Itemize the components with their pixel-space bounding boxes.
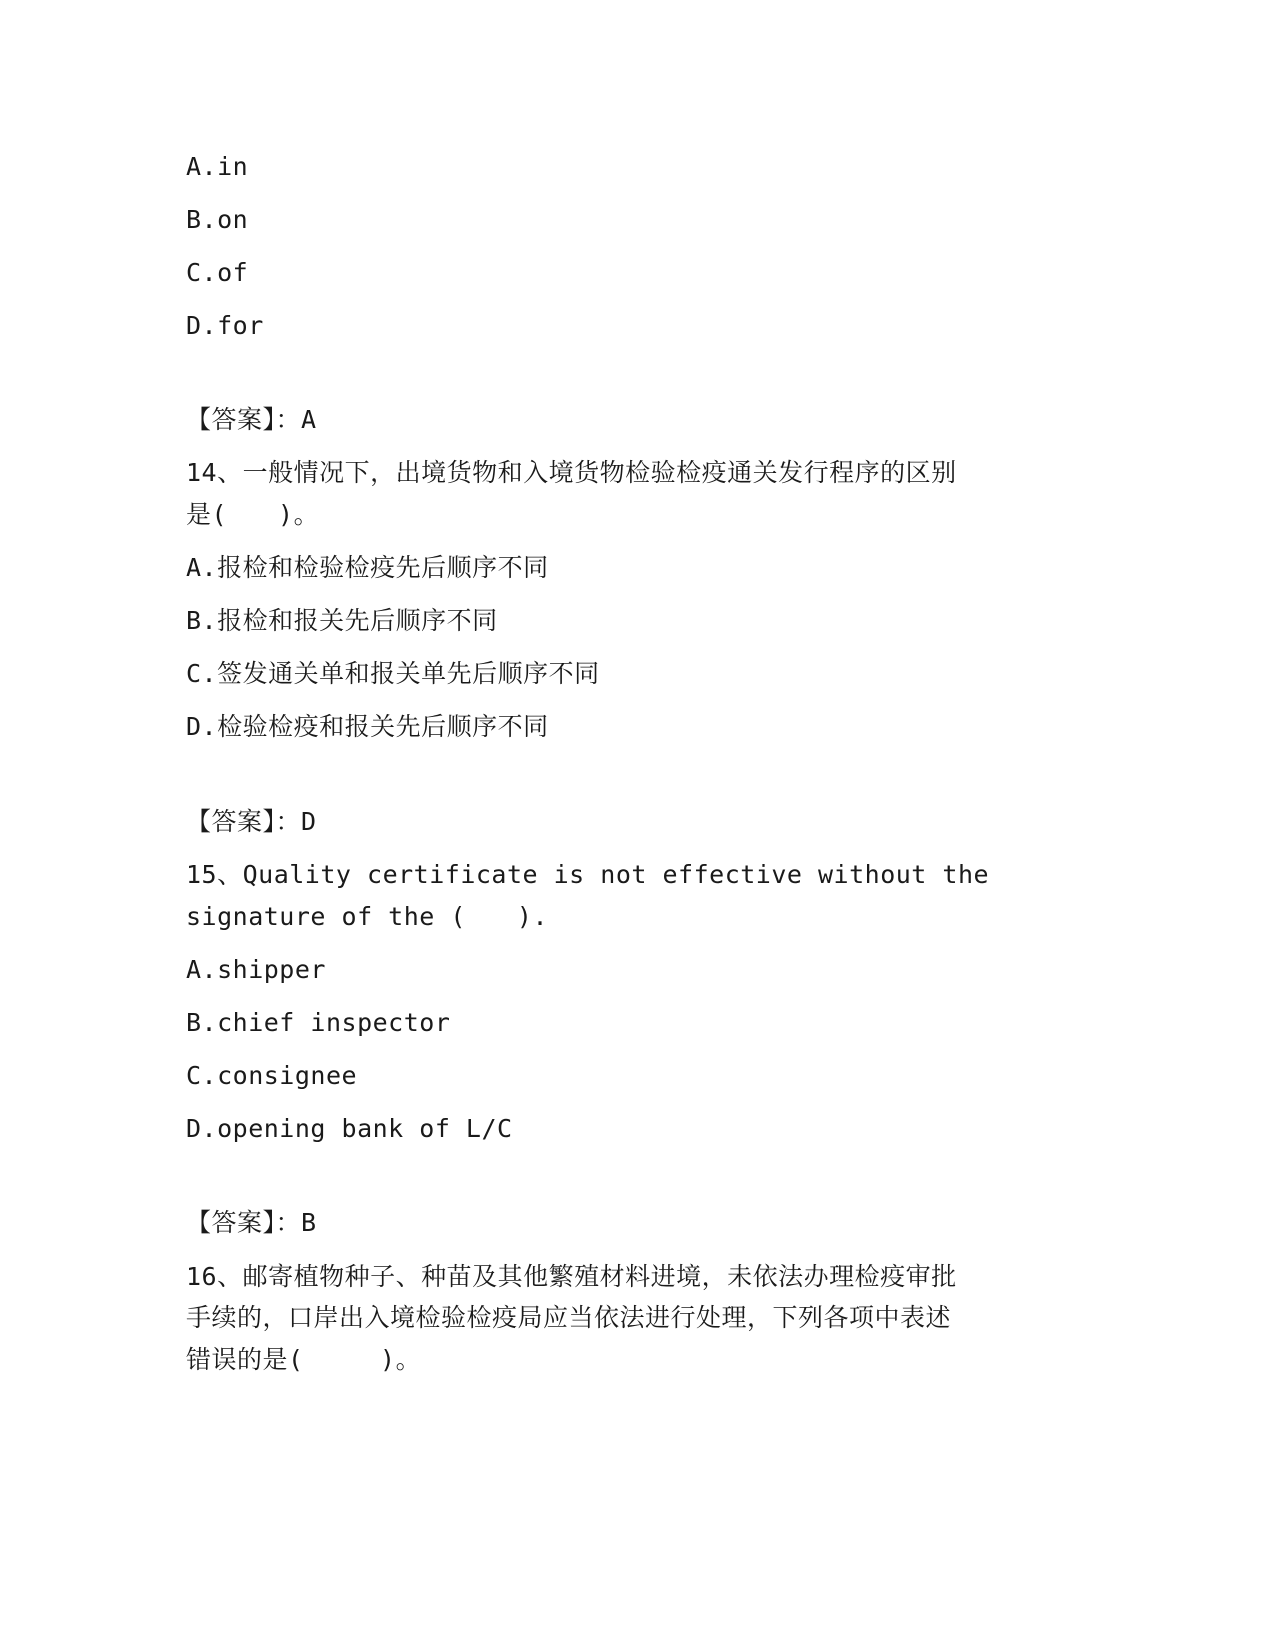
q14-option-c: C.签发通关单和报关单先后顺序不同 [186,659,600,688]
q13-option-b: B.on [186,205,249,234]
q14-option-a: A.报检和检验检疫先后顺序不同 [186,553,549,582]
q13-option-d: D.for [186,311,264,340]
q15-option-d: D.opening bank of L/C [186,1114,513,1143]
q14-option-d: D.检验检疫和报关先后顺序不同 [186,712,549,741]
q14-answer: 【答案】：D [186,807,317,836]
q14-option-b: B.报检和报关先后顺序不同 [186,606,498,635]
q15-option-c: C.consignee [186,1061,358,1090]
q16-stem-line-2: 手续的，口岸出入境检验检疫局应当依法进行处理，下列各项中表述 [186,1303,952,1332]
q16-stem-line-3: 错误的是( )。 [186,1345,422,1374]
q13-option-a: A.in [186,152,249,181]
q15-option-b: B.chief inspector [186,1008,451,1037]
q14-stem-line-1: 14、一般情况下，出境货物和入境货物检验检疫通关发行程序的区别 [186,458,957,487]
q15-stem-line-2: signature of the ( ). [186,902,549,931]
q15-answer: 【答案】：B [186,1208,317,1237]
q15-option-a: A.shipper [186,955,326,984]
q13-option-c: C.of [186,258,249,287]
q13-answer: 【答案】：A [186,405,317,434]
q15-stem-line-1: 15、Quality certificate is not effective without the [186,860,990,889]
q14-stem-line-2: 是( )。 [186,500,320,529]
q16-stem-line-1: 16、邮寄植物种子、种苗及其他繁殖材料进境，未依法办理检疫审批 [186,1262,957,1291]
